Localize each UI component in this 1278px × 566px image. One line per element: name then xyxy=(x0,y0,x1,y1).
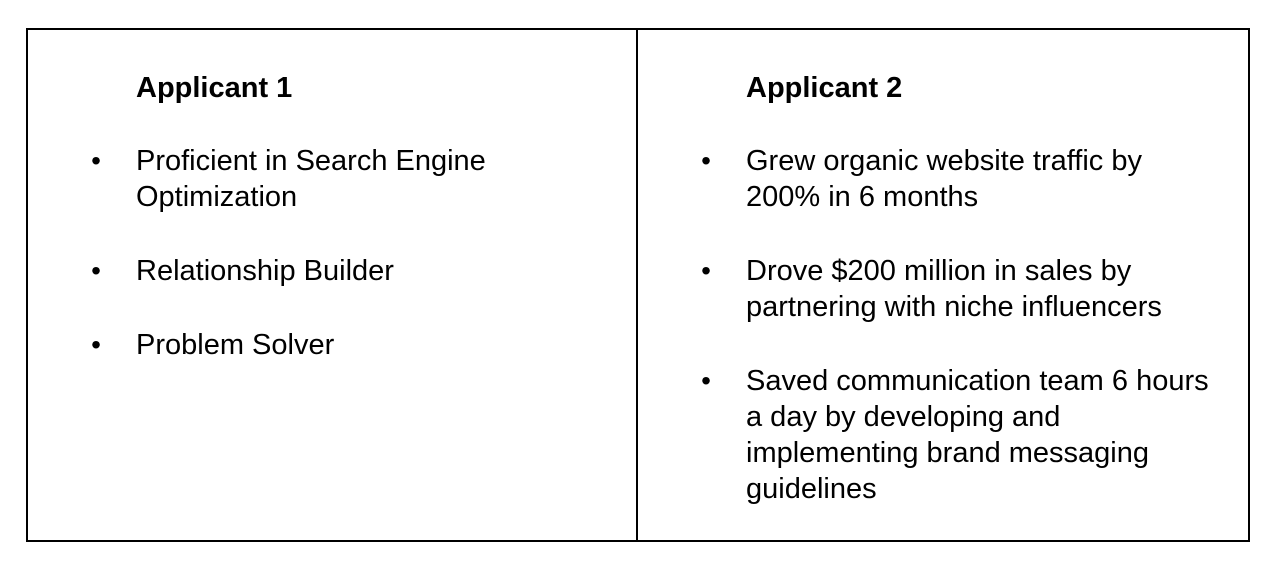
list-item xyxy=(91,143,606,215)
applicant-1-column xyxy=(28,30,638,540)
bullet-icon: • xyxy=(91,255,101,286)
list-item xyxy=(701,143,1216,215)
bullet-icon: • xyxy=(91,145,101,176)
bullet-text: Relationship Builder xyxy=(136,255,394,287)
list-item xyxy=(701,253,1216,325)
list-item xyxy=(91,327,606,363)
list-item xyxy=(701,363,1216,507)
list-item xyxy=(91,253,606,289)
bullet-icon: • xyxy=(701,365,711,396)
bullet-icon: • xyxy=(91,329,101,360)
applicant-1-title: Applicant 1 xyxy=(136,72,293,104)
bullet-text: Problem Solver xyxy=(136,329,335,361)
bullet-text: Saved communication team 6 hours a day by developing and implementing brand messaging guidelines xyxy=(746,365,1209,505)
applicant-2-column xyxy=(638,30,1248,540)
bullet-text: Grew organic website traffic by 200% in 6 months xyxy=(746,145,1142,213)
applicant-2-list xyxy=(701,143,1216,545)
comparison-table xyxy=(26,28,1250,542)
bullet-text: Proficient in Search Engine Optimization xyxy=(136,145,486,213)
applicant-1-list xyxy=(91,143,606,401)
bullet-text: Drove $200 million in sales by partnering with niche influencers xyxy=(746,255,1162,323)
applicant-2-title: Applicant 2 xyxy=(746,72,903,104)
bullet-icon: • xyxy=(701,255,711,286)
bullet-icon: • xyxy=(701,145,711,176)
